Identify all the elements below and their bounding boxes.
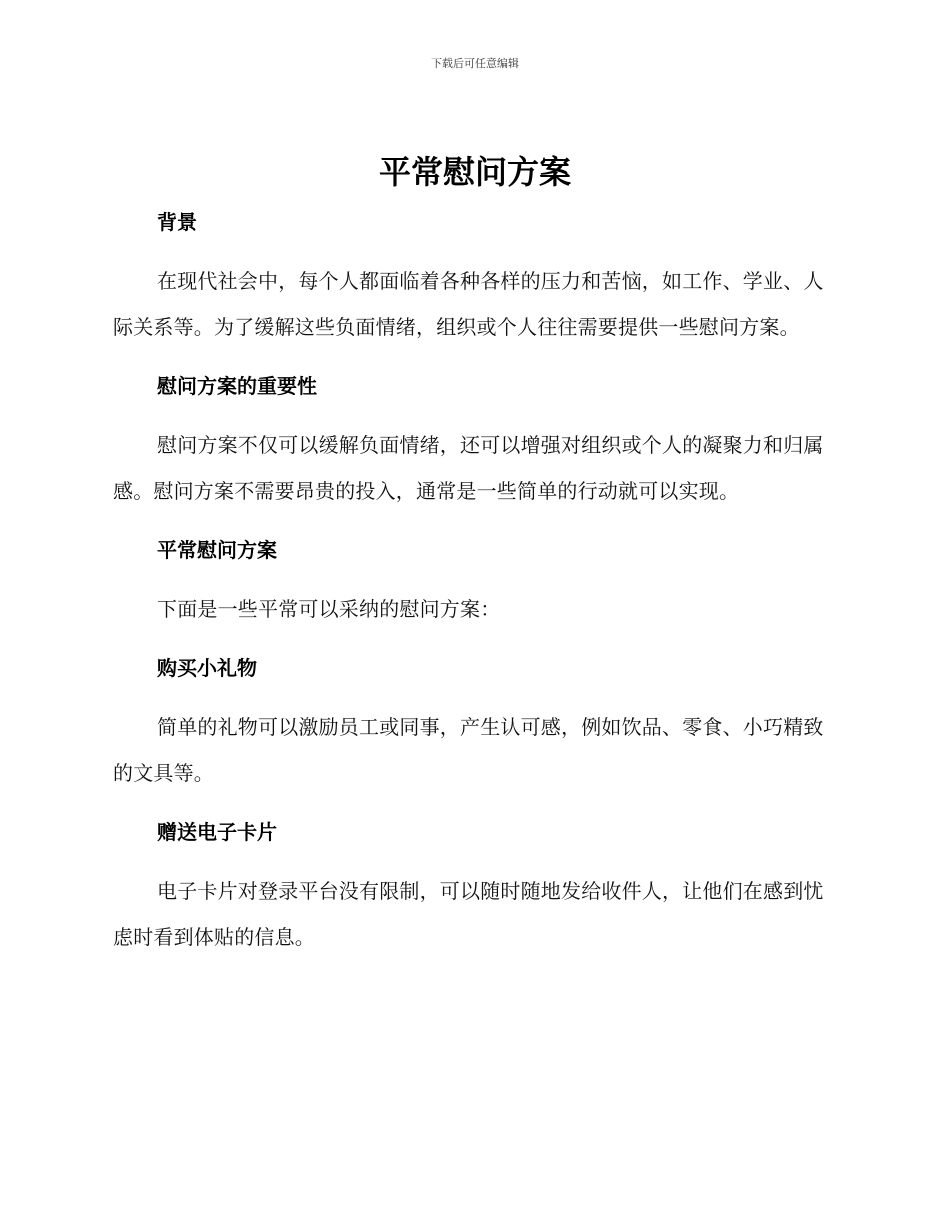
section-e-cards	[113, 810, 833, 960]
document-title: 平常慰问方案	[378, 153, 571, 191]
section-background	[113, 200, 833, 350]
section-paragraph: 电子卡片对登录平台没有限制，可以随时随地发给收件人，让他们在感到忧虑时看到体贴的信息。	[113, 879, 824, 949]
section-paragraph: 在现代社会中，每个人都面临着各种各样的压力和苦恼，如工作、学业、人际关系等。为了缓解这些负面情绪，组织或个人往往需要提供一些慰问方案。	[113, 269, 824, 339]
section-regular-plan	[113, 528, 833, 632]
section-paragraph: 简单的礼物可以激励员工或同事，产生认可感，例如饮品、零食、小巧精致的文具等。	[113, 715, 824, 785]
document-body	[113, 200, 833, 960]
section-importance	[113, 364, 833, 514]
section-heading: 平常慰问方案	[157, 538, 277, 562]
section-heading: 购买小礼物	[157, 656, 257, 680]
section-heading: 赠送电子卡片	[157, 820, 277, 844]
section-paragraph: 慰问方案不仅可以缓解负面情绪，还可以增强对组织或个人的凝聚力和归属感。慰问方案不需要昂贵的投入，通常是一些简单的行动就可以实现。	[113, 433, 824, 503]
section-heading: 慰问方案的重要性	[157, 374, 317, 398]
section-paragraph: 下面是一些平常可以采纳的慰问方案：	[157, 597, 501, 621]
header-note: 下载后可任意编辑	[431, 57, 519, 70]
section-small-gifts	[113, 646, 833, 796]
section-heading: 背景	[157, 210, 197, 234]
